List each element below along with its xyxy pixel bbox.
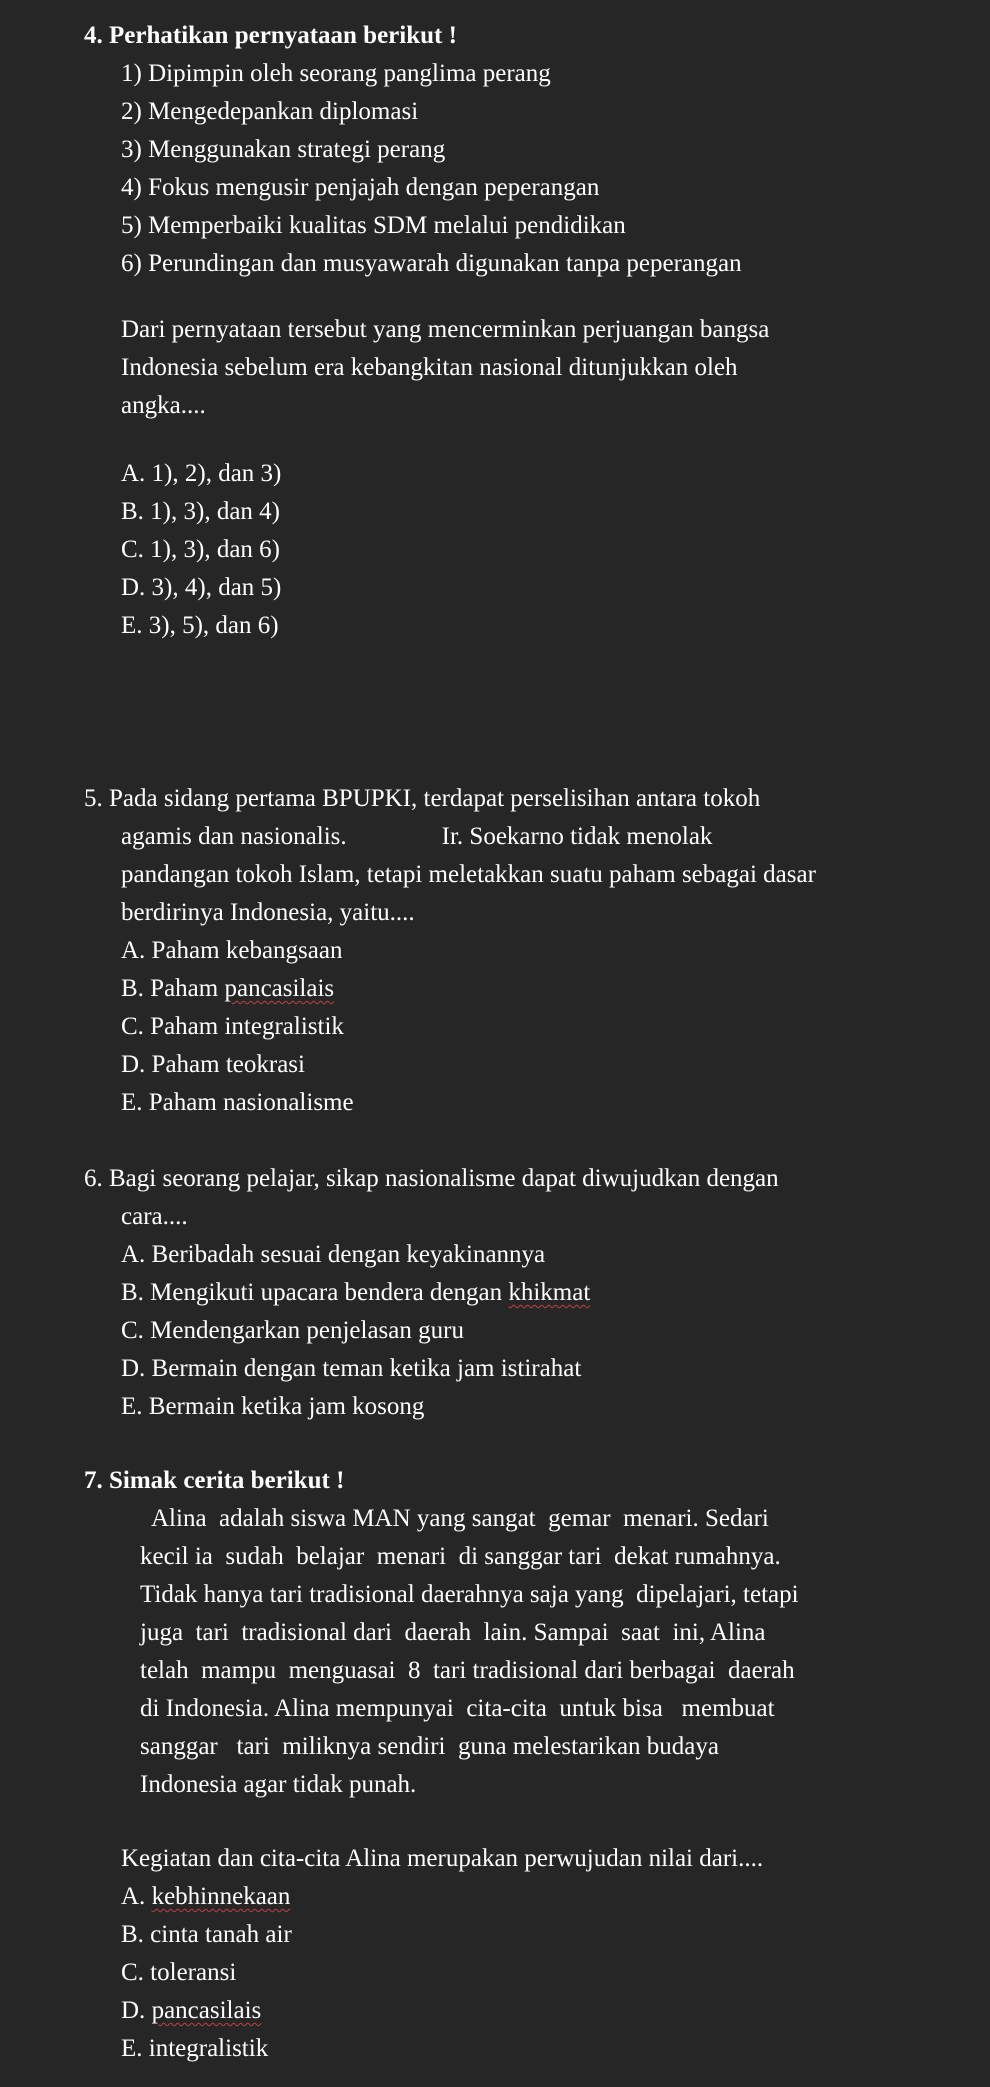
q7-option-c: C. toleransi [121,1959,237,1986]
q7-option-a-spellcheck-word: kebhinnekaan [151,1883,291,1910]
q6-option-a: A. Beribadah sesuai dengan keyakinannya [121,1241,546,1268]
question-5-line-2 [121,824,712,849]
q6-option-b-spellcheck-word: khikmat [508,1279,591,1306]
q7-story-line-7: sanggar tari miliknya sendiri guna melestarikan budaya [140,1733,719,1760]
q7-question: Kegiatan dan cita-cita Alina merupakan perwujudan nilai dari.... [121,1845,764,1872]
q4-option-e: E. 3), 5), dan 6) [121,612,279,639]
question-6-line-1: 6. Bagi seorang pelajar, sikap nasionalisme dapat diwujudkan dengan [84,1165,779,1192]
q5-option-c: C. Paham integralistik [121,1013,344,1040]
q7-option-a [121,1884,290,1909]
question-5-line-4: berdirinya Indonesia, yaitu.... [121,899,415,926]
question-6-line-2: cara.... [121,1203,188,1230]
question-5-line-1: 5. Pada sidang pertama BPUPKI, terdapat perselisihan antara tokoh [84,785,761,812]
q6-option-b [121,1280,590,1305]
q7-story-line-8: Indonesia agar tidak punah. [140,1771,417,1798]
q7-option-a-prefix: A. [121,1883,152,1910]
q5-line-2-part-a: agamis dan nasionalis. [121,823,347,850]
question-7-title: 7. Simak cerita berikut ! [84,1467,345,1494]
q4-statement-5: 5) Memperbaiki kualitas SDM melalui pendidikan [121,212,626,239]
question-5-line-3: pandangan tokoh Islam, tetapi meletakkan suatu paham sebagai dasar [121,861,816,888]
q7-story-line-3: Tidak hanya tari tradisional daerahnya saja yang dipelajari, tetapi [140,1581,799,1608]
q7-story-line-2: kecil ia sudah belajar menari di sanggar tari dekat rumahnya. [140,1543,781,1570]
q4-stem-line-3: angka.... [121,392,206,419]
q4-option-b: B. 1), 3), dan 4) [121,498,280,525]
q5-option-b [121,976,334,1001]
q5-option-a: A. Paham kebangsaan [121,937,343,964]
q4-statement-2: 2) Mengedepankan diplomasi [121,98,419,125]
q5-option-d: D. Paham teokrasi [121,1051,305,1078]
q4-stem-line-2: Indonesia sebelum era kebangkitan nasional ditunjukkan oleh [121,354,738,381]
q4-stem-line-1: Dari pernyataan tersebut yang mencerminkan perjuangan bangsa [121,316,770,343]
q7-option-b: B. cinta tanah air [121,1921,292,1948]
q4-option-a: A. 1), 2), dan 3) [121,460,282,487]
q7-option-d-spellcheck-word: pancasilais [151,1997,262,2024]
q7-story-line-6: di Indonesia. Alina mempunyai cita-cita untuk bisa membuat [140,1695,775,1722]
q4-statement-4: 4) Fokus mengusir penjajah dengan peperangan [121,174,600,201]
q6-option-b-prefix: B. Mengikuti upacara bendera dengan [121,1279,509,1306]
q6-option-c: C. Mendengarkan penjelasan guru [121,1317,464,1344]
q5-line-2-part-b: Ir. Soekarno tidak menolak [441,823,713,850]
q7-story-line-5: telah mampu menguasai 8 tari tradisional dari berbagai daerah [140,1657,795,1684]
q6-option-e: E. Bermain ketika jam kosong [121,1393,425,1420]
q7-option-d-prefix: D. [121,1997,152,2024]
q5-option-b-prefix: B. Paham [121,975,225,1002]
q4-option-c: C. 1), 3), dan 6) [121,536,280,563]
q5-option-e: E. Paham nasionalisme [121,1089,354,1116]
q7-story-line-4: juga tari tradisional dari daerah lain. Sampai saat ini, Alina [140,1619,766,1646]
question-4-title: 4. Perhatikan pernyataan berikut ! [84,22,457,49]
q4-statement-6: 6) Perundingan dan musyawarah digunakan tanpa peperangan [121,250,742,277]
q4-option-d: D. 3), 4), dan 5) [121,574,282,601]
q7-option-d [121,1998,261,2023]
q6-option-d: D. Bermain dengan teman ketika jam istirahat [121,1355,582,1382]
q7-story-line-1: Alina adalah siswa MAN yang sangat gemar menari. Sedari [151,1505,769,1532]
q7-option-e: E. integralistik [121,2035,269,2062]
q4-statement-3: 3) Menggunakan strategi perang [121,136,446,163]
q5-option-b-spellcheck-word: pancasilais [224,975,335,1002]
q4-statement-1: 1) Dipimpin oleh seorang panglima perang [121,60,551,87]
